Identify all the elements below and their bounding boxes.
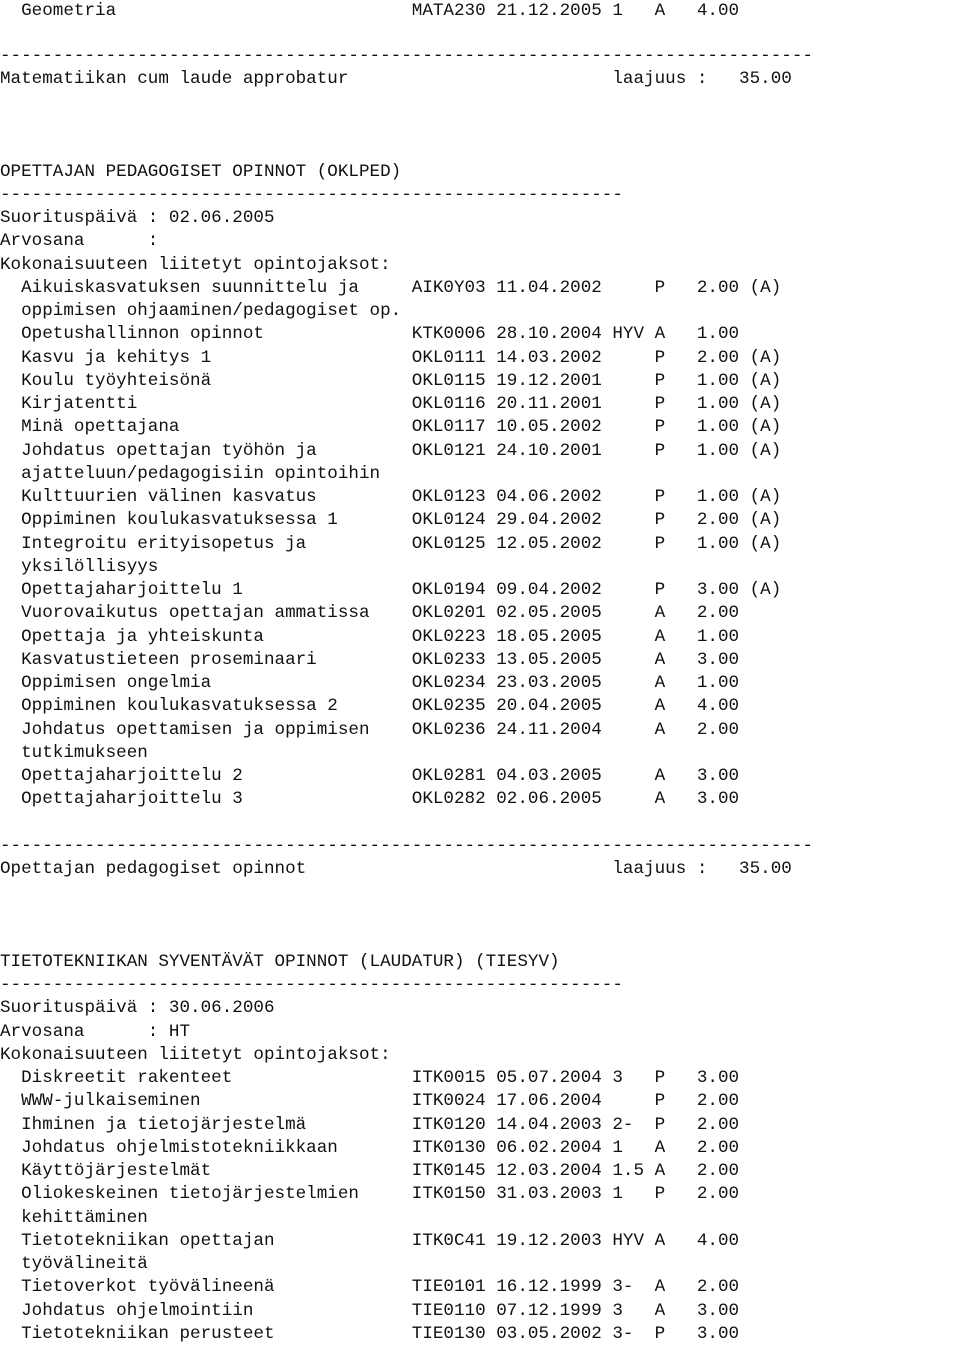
course-row: Käyttöjärjestelmät ITK0145 12.03.2004 1.5 A 2.00 (0, 1161, 740, 1181)
text-line: Arvosana : HT (0, 1022, 191, 1042)
text-line: työvälineitä (0, 1254, 148, 1274)
course-row: Opettajaharjoittelu 1 OKL0194 09.04.2002 P 3.00 (A) (0, 580, 782, 600)
text-line: Arvosana : (0, 231, 159, 251)
course-row: Diskreetit rakenteet ITK0015 05.07.2004 3 P 3.00 (0, 1068, 740, 1088)
course-row: Opetushallinnon opinnot KTK0006 28.10.2004 HYV A 1.00 (0, 324, 740, 344)
course-row: Opettajaharjoittelu 2 OKL0281 04.03.2005 A 3.00 (0, 766, 740, 786)
course-row: Vuorovaikutus opettajan ammatissa OKL0201 02.05.2005 A 2.00 (0, 603, 740, 623)
course-row: Oppiminen koulukasvatuksessa 2 OKL0235 20.04.2005 A 4.00 (0, 696, 740, 716)
course-row: Johdatus opettamisen ja oppimisen OKL0236 24.11.2004 A 2.00 (0, 720, 740, 740)
course-row: Geometria MATA230 21.12.2005 1 A 4.00 (0, 1, 740, 21)
separator-line: ----------------------------------------------------------- (0, 975, 623, 995)
course-row: Johdatus ohjelmointiin TIE0110 07.12.1999 3 A 3.00 (0, 1301, 740, 1321)
course-row: Tietotekniikan opettajan ITK0C41 19.12.2003 HYV A 4.00 (0, 1231, 740, 1251)
course-row: Koulu työyhteisönä OKL0115 19.12.2001 P 1.00 (A) (0, 371, 782, 391)
course-row: Opettaja ja yhteiskunta OKL0223 18.05.2005 A 1.00 (0, 627, 740, 647)
text-line: yksilöllisyys (0, 557, 159, 577)
course-row: Ihminen ja tietojärjestelmä ITK0120 14.04.2003 2- P 2.00 (0, 1115, 740, 1135)
course-row: Oppiminen koulukasvatuksessa 1 OKL0124 29.04.2002 P 2.00 (A) (0, 510, 782, 530)
total-line: Matematiikan cum laude approbatur laajuus : 35.00 (0, 69, 792, 89)
text-line: ajatteluun/pedagogisiin opintoihin (0, 464, 381, 484)
course-row: Kulttuurien välinen kasvatus OKL0123 04.06.2002 P 1.00 (A) (0, 487, 782, 507)
text-line: kehittäminen (0, 1208, 148, 1228)
text-line: Suorituspäivä : 30.06.2006 (0, 998, 275, 1018)
course-row: Kasvu ja kehitys 1 OKL0111 14.03.2002 P 2.00 (A) (0, 348, 782, 368)
section-heading: OPETTAJAN PEDAGOGISET OPINNOT (OKLPED) (0, 162, 402, 182)
text-line: Suorituspäivä : 02.06.2005 (0, 208, 275, 228)
course-row: WWW-julkaiseminen ITK0024 17.06.2004 P 2.00 (0, 1091, 740, 1111)
course-row: Integroitu erityisopetus ja OKL0125 12.05.2002 P 1.00 (A) (0, 534, 782, 554)
total-line: Opettajan pedagogiset opinnot laajuus : 35.00 (0, 859, 792, 879)
separator-line: ----------------------------------------------------------------------------- (0, 46, 813, 66)
course-row: Oppimisen ongelmia OKL0234 23.03.2005 A 1.00 (0, 673, 740, 693)
separator-line: ----------------------------------------------------------------------------- (0, 836, 813, 856)
text-line: Kokonaisuuteen liitetyt opintojaksot: (0, 255, 391, 275)
course-row: Johdatus ohjelmistotekniikkaan ITK0130 06.02.2004 1 A 2.00 (0, 1138, 740, 1158)
course-row: Opettajaharjoittelu 3 OKL0282 02.06.2005 A 3.00 (0, 789, 740, 809)
course-row: Aikuiskasvatuksen suunnittelu ja AIK0Y03 11.04.2002 P 2.00 (A) (0, 278, 782, 298)
separator-line: ----------------------------------------------------------- (0, 185, 623, 205)
course-row: Tietoverkot työvälineenä TIE0101 16.12.1999 3- A 2.00 (0, 1277, 740, 1297)
course-row: Minä opettajana OKL0117 10.05.2002 P 1.00 (A) (0, 417, 782, 437)
text-line: oppimisen ohjaaminen/pedagogiset op. (0, 301, 402, 321)
course-row: Oliokeskeinen tietojärjestelmien ITK0150 31.03.2003 1 P 2.00 (0, 1184, 740, 1204)
course-row: Tietotekniikan perusteet TIE0130 03.05.2002 3- P 3.00 (0, 1324, 740, 1344)
text-line: Kokonaisuuteen liitetyt opintojaksot: (0, 1045, 391, 1065)
course-row: Kirjatentti OKL0116 20.11.2001 P 1.00 (A) (0, 394, 782, 414)
section-heading: TIETOTEKNIIKAN SYVENTÄVÄT OPINNOT (LAUDATUR) (TIESYV) (0, 952, 560, 972)
course-row: Johdatus opettajan työhön ja OKL0121 24.10.2001 P 1.00 (A) (0, 441, 782, 461)
text-line: tutkimukseen (0, 743, 148, 763)
course-row: Kasvatustieteen proseminaari OKL0233 13.05.2005 A 3.00 (0, 650, 740, 670)
